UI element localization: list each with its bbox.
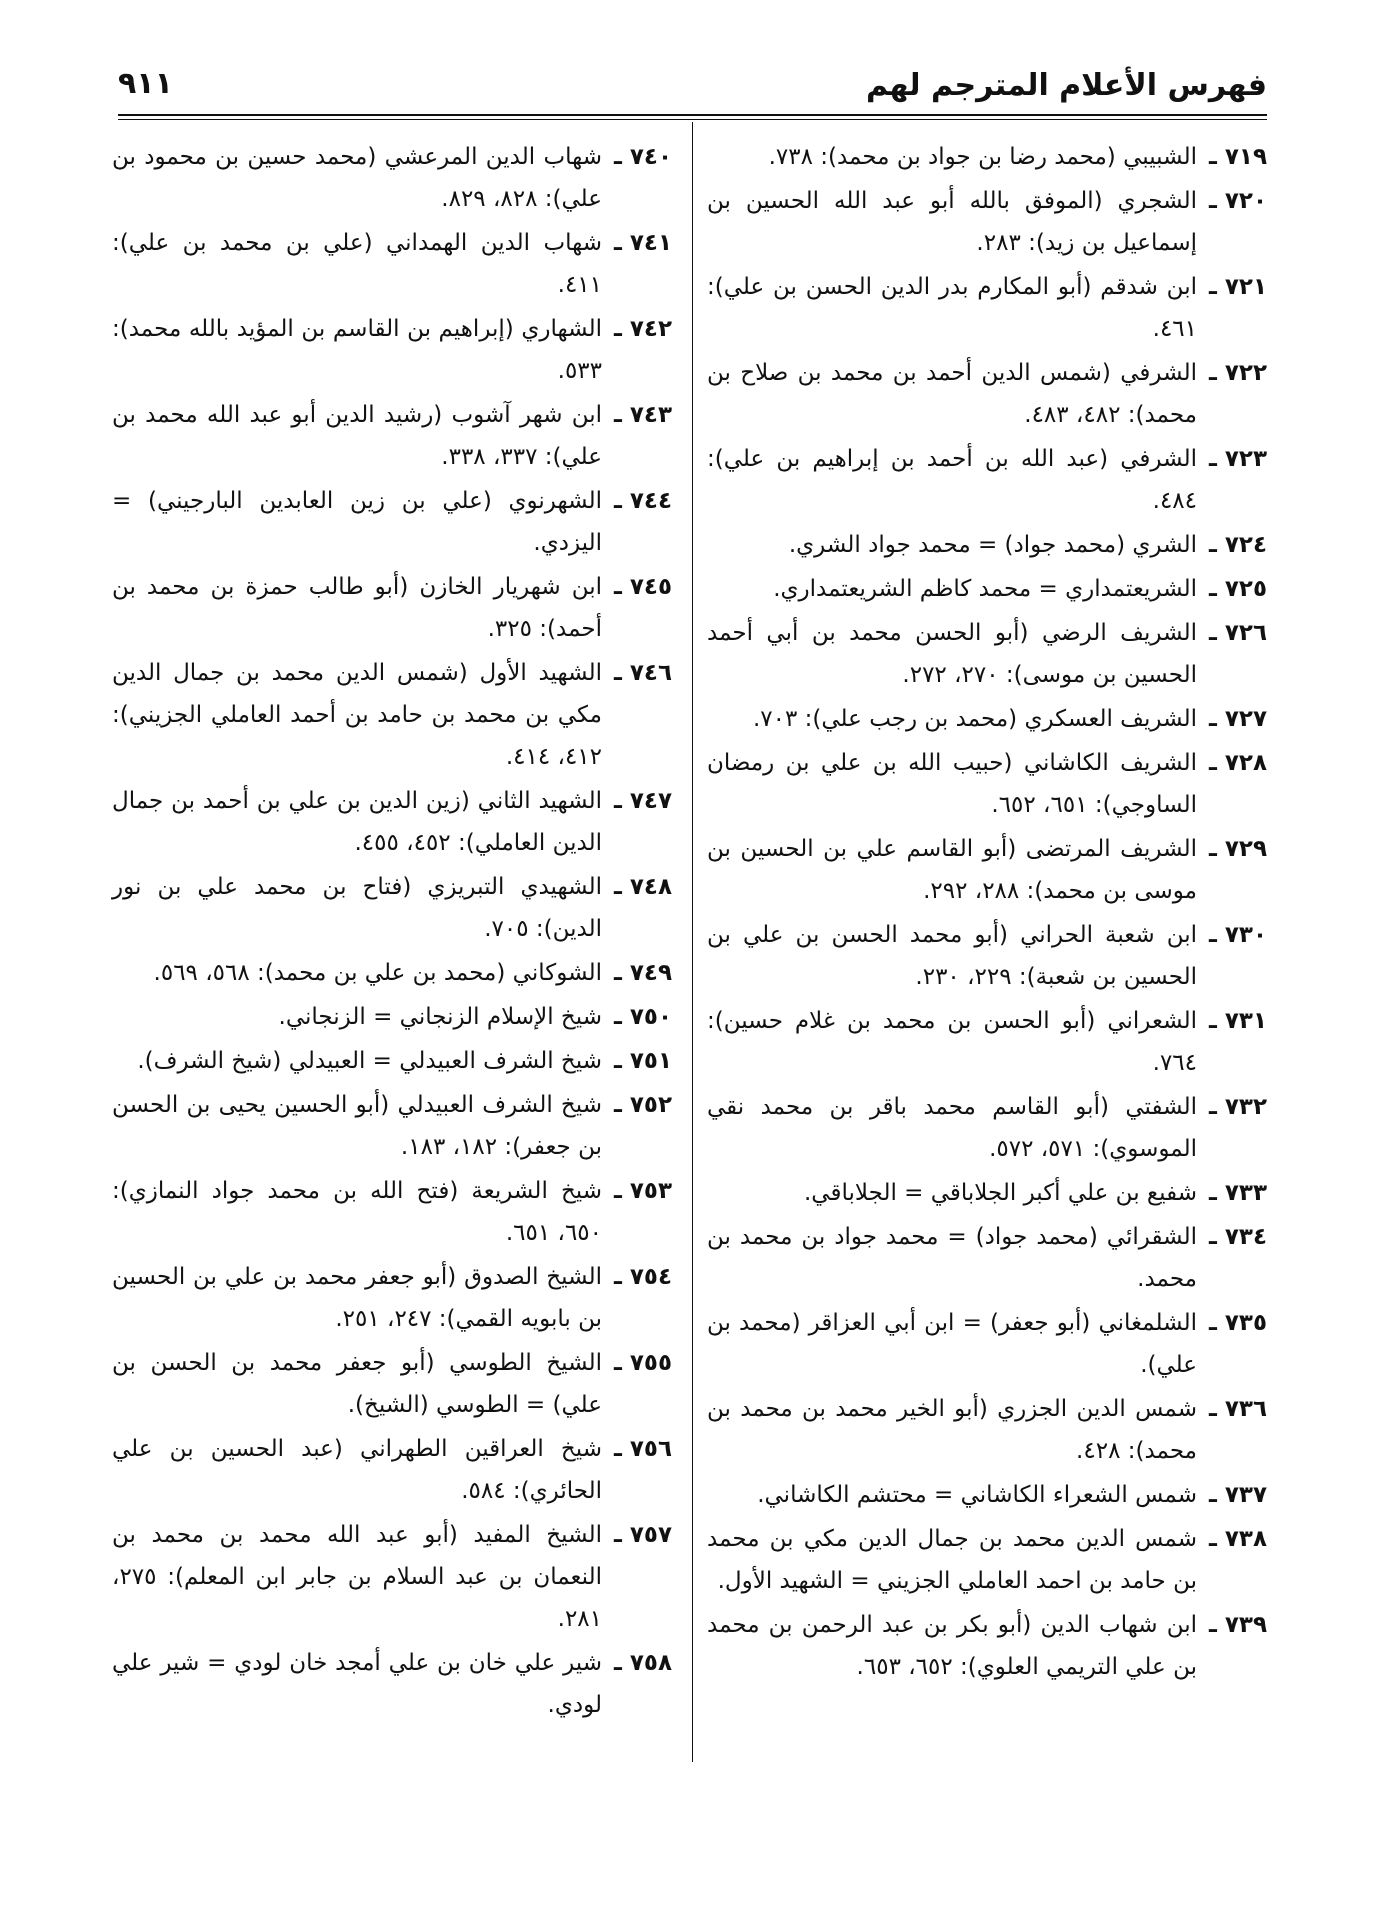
- entry-number: ٧٥٥ ـ: [614, 1350, 672, 1376]
- entry-text: شيخ الشرف العبيدلي (أبو الحسين يحيى بن الحسن بن جعفر): ١٨٢، ١٨٣.: [112, 1092, 602, 1160]
- entry-text: الشفتي (أبو القاسم محمد باقر بن محمد نقي الموسوي): ٥٧١، ٥٧٢.: [707, 1094, 1197, 1162]
- index-entry: [707, 1000, 1267, 1084]
- entry-number: ٧٢٥ ـ: [1209, 576, 1267, 602]
- entry-text: الشلمغاني (أبو جعفر) = ابن أبي العزاقر (محمد بن علي).: [707, 1310, 1197, 1378]
- entry-text: الشعراني (أبو الحسن بن محمد بن غلام حسين): ٧٦٤.: [707, 1008, 1197, 1076]
- index-entry: [707, 438, 1267, 522]
- index-entry: [707, 742, 1267, 826]
- index-entry: [112, 1084, 672, 1168]
- entry-number: ٧٤١ ـ: [614, 230, 672, 256]
- entry-text: شيخ العراقين الطهراني (عبد الحسين بن علي الحائري): ٥٨٤.: [112, 1436, 602, 1504]
- entry-text: الشجري (الموفق بالله أبو عبد الله الحسين بن إسماعيل بن زيد): ٢٨٣.: [707, 188, 1197, 256]
- entry-number: ٧٤٩ ـ: [614, 960, 672, 986]
- entry-text: ابن شعبة الحراني (أبو محمد الحسن بن علي بن الحسين بن شعبة): ٢٢٩، ٢٣٠.: [707, 922, 1197, 990]
- header-rule: [118, 114, 1267, 116]
- entry-text: ابن شهريار الخازن (أبو طالب حمزة بن محمد بن أحمد): ٣٢٥.: [112, 574, 602, 642]
- index-entry: [707, 1086, 1267, 1170]
- index-entry: [112, 1170, 672, 1254]
- entry-text: شمس الدين محمد بن جمال الدين مكي بن محمد بن حامد بن احمد العاملي الجزيني = الشهيد الأول.: [707, 1526, 1197, 1594]
- entry-number: ٧٥٤ ـ: [614, 1264, 672, 1290]
- index-entry: [112, 566, 672, 650]
- index-entry: [707, 1302, 1267, 1386]
- entry-number: ٧٢٣ ـ: [1209, 446, 1267, 472]
- entry-number: ٧٢٢ ـ: [1209, 360, 1267, 386]
- index-entry: [707, 266, 1267, 350]
- entry-text: الشوكاني (محمد بن علي بن محمد): ٥٦٨، ٥٦٩.: [153, 960, 602, 986]
- entry-text: شيخ الشرف العبيدلي = العبيدلي (شيخ الشرف).: [137, 1048, 602, 1074]
- entry-number: ٧٤٥ ـ: [614, 574, 672, 600]
- entry-number: ٧٢٤ ـ: [1209, 532, 1267, 558]
- entry-number: ٧٥٧ ـ: [614, 1522, 672, 1548]
- entry-text: شيخ الإسلام الزنجاني = الزنجاني.: [278, 1004, 602, 1030]
- index-entry: [707, 352, 1267, 436]
- entry-text: شيخ الشريعة (فتح الله بن محمد جواد النمازي): ٦٥٠، ٦٥١.: [112, 1178, 602, 1246]
- entry-text: الشريعتمداري = محمد كاظم الشريعتمداري.: [773, 576, 1197, 602]
- index-entry: [707, 1518, 1267, 1602]
- entry-number: ٧٥٠ ـ: [614, 1004, 672, 1030]
- entry-text: الشهيدي التبريزي (فتاح بن محمد علي بن نور الدين): ٧٠٥.: [112, 874, 602, 942]
- entry-number: ٧٤٠ ـ: [614, 144, 672, 170]
- index-entry: [707, 1216, 1267, 1300]
- entry-text: الشريف المرتضى (أبو القاسم علي بن الحسين بن موسى بن محمد): ٢٨٨، ٢٩٢.: [707, 836, 1197, 904]
- index-entry: [112, 1256, 672, 1340]
- entry-number: ٧٣٩ ـ: [1209, 1612, 1267, 1638]
- entry-number: ٧٤٦ ـ: [614, 660, 672, 686]
- index-column-right: [707, 136, 1267, 1690]
- entry-text: شمس الشعراء الكاشاني = محتشم الكاشاني.: [757, 1482, 1197, 1508]
- index-entry: [112, 652, 672, 778]
- index-entry: [112, 952, 672, 994]
- header-rule-thin: [118, 119, 1267, 120]
- index-entry: [112, 1428, 672, 1512]
- entry-text: الشهرنوي (علي بن زين العابدين البارجيني) = اليزدي.: [112, 488, 602, 556]
- entry-text: الشهيد الثاني (زين الدين بن علي بن أحمد بن جمال الدين العاملي): ٤٥٢، ٤٥٥.: [112, 788, 602, 856]
- entry-text: الشرفي (عبد الله بن أحمد بن إبراهيم بن علي): ٤٨٤.: [707, 446, 1197, 514]
- page-number: ٩١١: [118, 66, 173, 101]
- entry-text: الشيخ المفيد (أبو عبد الله محمد بن محمد بن النعمان بن عبد السلام بن جابر ابن المعلم): ٢٧٥، ٢٨١.: [112, 1522, 602, 1632]
- entry-number: ٧٣١ ـ: [1209, 1008, 1267, 1034]
- index-entry: [112, 996, 672, 1038]
- index-entry: [112, 480, 672, 564]
- entry-number: ٧١٩ ـ: [1209, 144, 1267, 170]
- entry-text: شهاب الدين المرعشي (محمد حسين بن محمود بن علي): ٨٢٨، ٨٢٩.: [112, 144, 602, 212]
- entry-number: ٧٢١ ـ: [1209, 274, 1267, 300]
- entry-text: الشيخ الطوسي (أبو جعفر محمد بن الحسن بن علي) = الطوسي (الشيخ).: [112, 1350, 602, 1418]
- index-entry: [112, 394, 672, 478]
- index-entry: [707, 828, 1267, 912]
- page-header: [118, 60, 1267, 110]
- entry-text: الشريف الكاشاني (حبيب الله بن علي بن رمضان الساوجي): ٦٥١، ٦٥٢.: [707, 750, 1197, 818]
- entry-text: الشبيبي (محمد رضا بن جواد بن محمد): ٧٣٨.: [768, 144, 1197, 170]
- entry-number: ٧٣٠ ـ: [1209, 922, 1267, 948]
- entry-number: ٧٣٨ ـ: [1209, 1526, 1267, 1552]
- entry-text: شفيع بن علي أكبر الجلاباقي = الجلاباقي.: [803, 1180, 1197, 1206]
- entry-number: ٧٣٧ ـ: [1209, 1482, 1267, 1508]
- index-entry: [707, 136, 1267, 178]
- entry-number: ٧٥٨ ـ: [614, 1650, 672, 1676]
- index-entry: [112, 780, 672, 864]
- index-entry: [707, 568, 1267, 610]
- index-entry: [112, 1514, 672, 1640]
- index-entry: [112, 1040, 672, 1082]
- entry-text: الشري (محمد جواد) = محمد جواد الشري.: [788, 532, 1197, 558]
- entry-text: الشهيد الأول (شمس الدين محمد بن جمال الدين مكي بن محمد بن حامد بن أحمد العاملي الجزيني): ٤١٢، ٤١٤.: [112, 660, 602, 770]
- entry-number: ٧٢٦ ـ: [1209, 620, 1267, 646]
- index-entry: [707, 524, 1267, 566]
- entry-number: ٧٢٩ ـ: [1209, 836, 1267, 862]
- entry-text: الشرفي (شمس الدين أحمد بن محمد بن صلاح بن محمد): ٤٨٢، ٤٨٣.: [707, 360, 1197, 428]
- entry-number: ٧٢٠ ـ: [1209, 188, 1267, 214]
- index-entry: [707, 698, 1267, 740]
- entry-number: ٧٥٢ ـ: [614, 1092, 672, 1118]
- entry-text: الشريف الرضي (أبو الحسن محمد بن أبي أحمد الحسين بن موسى): ٢٧٠، ٢٧٢.: [707, 620, 1197, 688]
- entry-number: ٧٥٣ ـ: [614, 1178, 672, 1204]
- index-entry: [707, 612, 1267, 696]
- index-entry: [112, 136, 672, 220]
- running-header-title: فهرس الأعلام المترجم لهم: [865, 68, 1267, 103]
- entry-number: ٧٤٢ ـ: [614, 316, 672, 342]
- entry-text: شهاب الدين الهمداني (علي بن محمد بن علي): ٤١١.: [112, 230, 602, 298]
- entry-number: ٧٣٣ ـ: [1209, 1180, 1267, 1206]
- entry-number: ٧٤٤ ـ: [614, 488, 672, 514]
- entry-number: ٧٢٧ ـ: [1209, 706, 1267, 732]
- index-entry: [112, 222, 672, 306]
- index-entry: [112, 1342, 672, 1426]
- entry-text: الشقرائي (محمد جواد) = محمد جواد بن محمد بن محمد.: [707, 1224, 1197, 1292]
- entry-number: ٧٣٤ ـ: [1209, 1224, 1267, 1250]
- index-entry: [707, 914, 1267, 998]
- index-entry: [707, 1474, 1267, 1516]
- entry-text: شير علي خان بن علي أمجد خان لودي = شير علي لودي.: [112, 1650, 602, 1718]
- entry-number: ٧٥٦ ـ: [614, 1436, 672, 1462]
- entry-number: ٧٤٧ ـ: [614, 788, 672, 814]
- entry-text: الشريف العسكري (محمد بن رجب علي): ٧٠٣.: [752, 706, 1197, 732]
- entry-text: الشهاري (إبراهيم بن القاسم بن المؤيد بالله محمد): ٥٣٣.: [112, 316, 602, 384]
- index-entry: [112, 1642, 672, 1726]
- index-entry: [112, 866, 672, 950]
- entry-text: ابن شدقم (أبو المكارم بدر الدين الحسن بن علي): ٤٦١.: [707, 274, 1197, 342]
- index-entry: [707, 1172, 1267, 1214]
- entry-number: ٧٤٣ ـ: [614, 402, 672, 428]
- entry-text: ابن شهاب الدين (أبو بكر بن عبد الرحمن بن محمد بن علي التريمي العلوي): ٦٥٢، ٦٥٣.: [707, 1612, 1197, 1680]
- index-entry: [707, 1388, 1267, 1472]
- entry-text: ابن شهر آشوب (رشيد الدين أبو عبد الله محمد بن علي): ٣٣٧، ٣٣٨.: [112, 402, 602, 470]
- entry-text: الشيخ الصدوق (أبو جعفر محمد بن علي بن الحسين بن بابويه القمي): ٢٤٧، ٢٥١.: [112, 1264, 602, 1332]
- column-divider: [692, 122, 693, 1762]
- entry-number: ٧٢٨ ـ: [1209, 750, 1267, 776]
- index-entry: [707, 1604, 1267, 1688]
- index-entry: [707, 180, 1267, 264]
- entry-number: ٧٣٥ ـ: [1209, 1310, 1267, 1336]
- entry-text: شمس الدين الجزري (أبو الخير محمد بن محمد بن محمد): ٤٢٨.: [707, 1396, 1197, 1464]
- index-entry: [112, 308, 672, 392]
- index-column-left: [112, 136, 672, 1728]
- entry-number: ٧٤٨ ـ: [614, 874, 672, 900]
- entry-number: ٧٥١ ـ: [614, 1048, 672, 1074]
- entry-number: ٧٣٦ ـ: [1209, 1396, 1267, 1422]
- entry-number: ٧٣٢ ـ: [1209, 1094, 1267, 1120]
